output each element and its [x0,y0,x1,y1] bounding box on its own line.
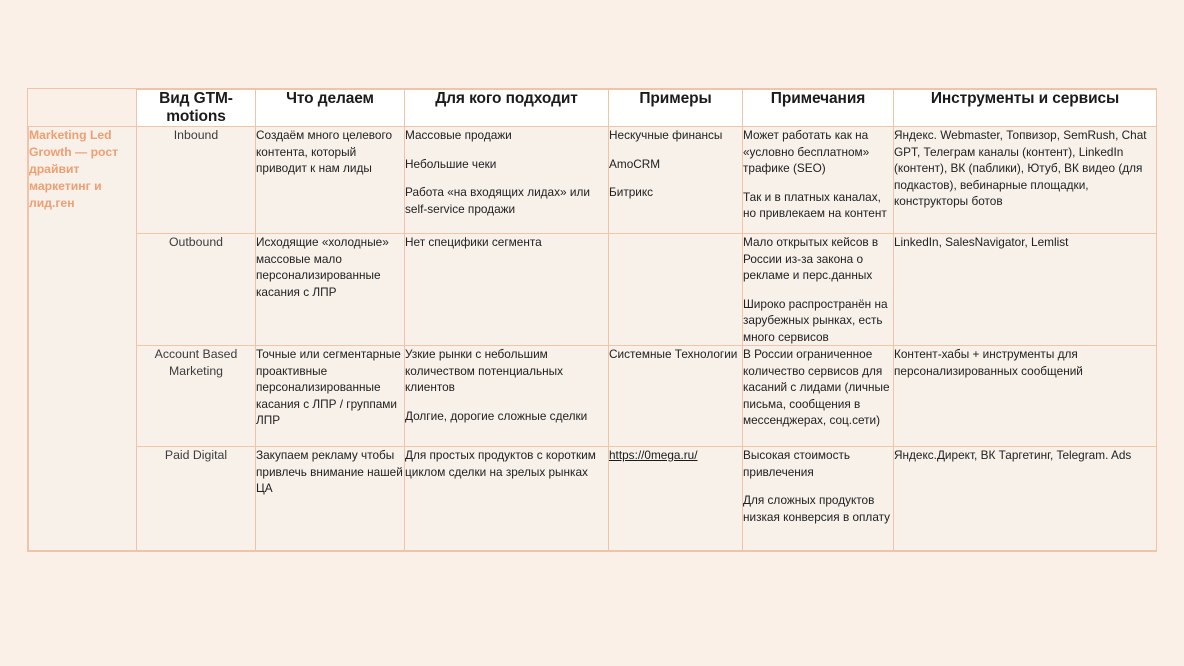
cell-notes [743,447,894,551]
cell-notes [743,234,894,346]
paragraph: Узкие рынки с небольшим количеством потенциальных клиентов [405,347,564,394]
cell-examples [609,447,743,551]
paragraph: Широко распространён на зарубежных рынках, есть много сервисов [743,296,888,344]
paragraph: Яндекс. Webmaster, Топвизор, SemRush, Chat GPT, Телеграм каналы (контент), LinkedIn (контент), ВК (паблики), Ютуб, ВК видео (для подкастов), вебинарные площадки, конструкторы ботов [894,128,1147,208]
paragraph-list [894,234,1156,251]
paragraph: Исходящие «холодные» массовые мало персонализированные касания с ЛПР [256,235,389,299]
paragraph-list [256,346,404,429]
table-header [29,90,1157,127]
header-cell-what: Что делаем [256,90,405,127]
cell-whom [405,127,609,234]
header-cell-blank [29,90,137,127]
paragraph-list [609,346,742,363]
cell-tools [894,447,1157,551]
cell-what [256,346,405,447]
paragraph-list [894,447,1156,464]
example-url-link[interactable]: https://0mega.ru/ [609,448,698,462]
paragraph: Так и в платных каналах, но привлекаем на контент [743,189,887,220]
table-row [29,234,1157,346]
header-cell-examples: Примеры [609,90,743,127]
paragraph-list [405,234,608,251]
paragraph-list [894,127,1156,210]
table-row [29,127,1157,234]
header-cell-tools: Инструменты и сервисы [894,90,1157,127]
paragraph: Создаём много целевого контента, который приводит к нам лиды [256,128,393,175]
cell-tools [894,346,1157,447]
header-cell-motion: Вид GTM-motions [137,90,256,127]
paragraph: Небольшие чеки [405,156,497,171]
cell-what [256,447,405,551]
paragraph: Контент-хабы + инструменты для персонализированных сообщений [894,347,1083,378]
cell-examples [609,346,743,447]
paragraph [609,447,742,464]
header-row [29,90,1157,127]
cell-notes [743,127,894,234]
cell-tools [894,127,1157,234]
paragraph-list [405,346,608,424]
paragraph: Долгие, дорогие сложные сделки [405,408,588,423]
paragraph-list [405,127,608,217]
cell-notes [743,346,894,447]
paragraph-list [256,234,404,300]
cell-examples [609,127,743,234]
header-cell-notes: Примечания [743,90,894,127]
cell-motion: Paid Digital [137,447,256,551]
paragraph: В России ограниченное количество сервисов для касаний с лидами (личные письма, сообщения в мессенджерах, соц.сети) [743,347,890,427]
paragraph: Массовые продажи [405,128,512,142]
cell-whom [405,447,609,551]
gtm-motions-table [28,89,1157,551]
table-row [29,346,1157,447]
paragraph: AmoCRM [609,156,661,171]
paragraph: Системные Технологии [609,347,738,361]
paragraph-list [894,346,1156,379]
cell-what [256,234,405,346]
table-row [29,447,1157,551]
paragraph: Точные или сегментарные проактивные персонализированные касания с ЛПР / группами ЛПР [256,347,401,427]
paragraph: Может работать как на «условно бесплатном» трафике (SEO) [743,128,870,175]
paragraph-list [743,127,893,222]
paragraph: Битрикс [609,185,654,199]
paragraph: Для сложных продуктов низкая конверсия в оплату [743,493,891,524]
gtm-motions-table-container [27,88,1157,552]
paragraph: Закупаем рекламу чтобы привлечь внимание нашей ЦА [256,448,403,495]
paragraph-list [405,447,608,480]
table-body [29,127,1157,551]
paragraph: Нескучные финансы [609,128,723,142]
cell-motion: Inbound [137,127,256,234]
paragraph: Для простых продуктов с коротким циклом сделки на зрелых рынках [405,448,596,479]
cell-whom [405,346,609,447]
paragraph-list [256,127,404,177]
paragraph: Мало открытых кейсов в России из-за закона о рекламе и перс.данных [743,235,879,282]
paragraph-list [609,447,742,464]
paragraph-list [256,447,404,497]
cell-examples [609,234,743,346]
paragraph-list [743,447,893,525]
paragraph-list [743,346,893,429]
cell-whom [405,234,609,346]
paragraph: LinkedIn, SalesNavigator, Lemlist [894,235,1069,249]
paragraph: Яндекс.Директ, ВК Таргетинг, Telegram. Ads [894,448,1132,462]
paragraph-list [743,234,893,345]
sidebar-group-label: Marketing Led Growth — рост драйвит маркетинг и лид.ген [29,128,119,210]
paragraph: Нет специфики сегмента [405,235,542,249]
sidebar-group-cell [29,127,137,551]
paragraph: Работа «на входящих лидах» или self-service продажи [405,185,590,216]
cell-motion: Account Based Marketing [137,346,256,447]
cell-what [256,127,405,234]
paragraph-list [609,127,742,201]
paragraph: Высокая стоимость привлечения [743,448,851,479]
cell-motion: Outbound [137,234,256,346]
cell-tools [894,234,1157,346]
header-cell-whom: Для кого подходит [405,90,609,127]
